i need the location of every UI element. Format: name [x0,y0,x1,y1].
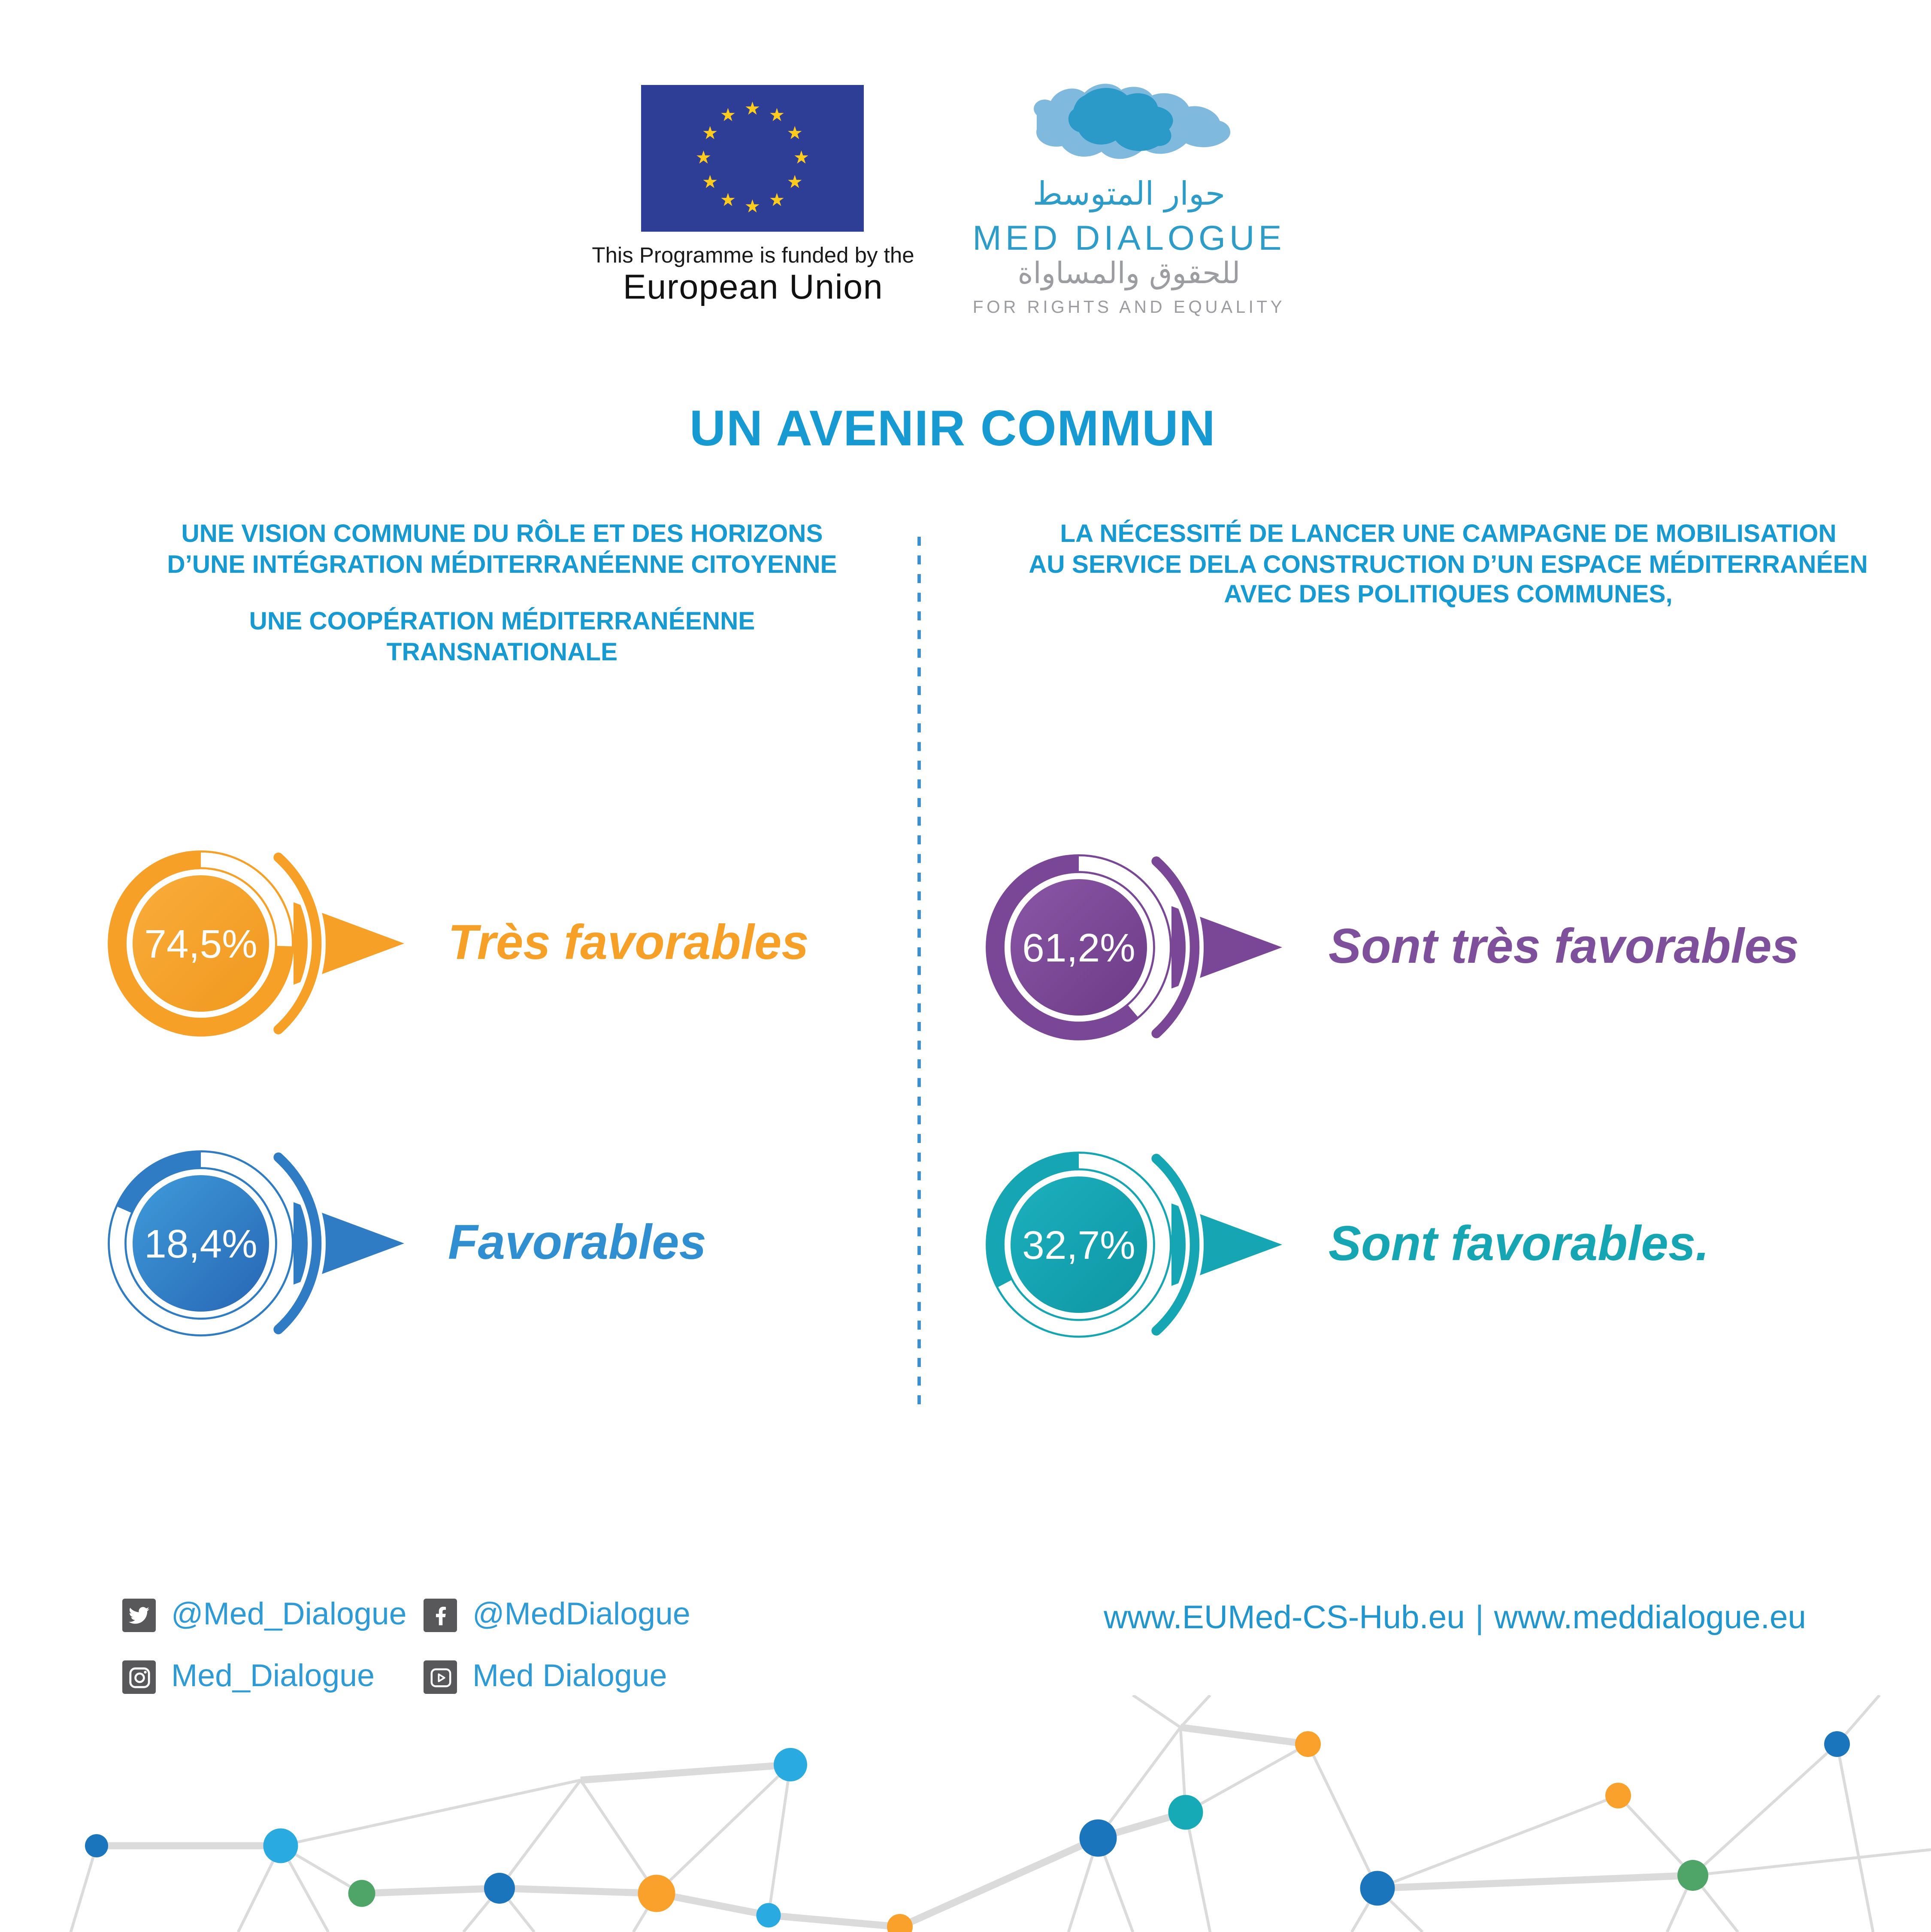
network-edge [1133,1695,1180,1727]
network-edge [900,1838,1098,1927]
eu-flag-star: ★ [787,172,803,193]
left-heading-line-2: D’UNE INTÉGRATION MÉDITERRANÉENNE CITOYENNE [167,550,837,579]
network-node [1824,1731,1850,1757]
stat-donut-2 [95,1138,417,1349]
network-edge [1837,1744,1873,1932]
network-node [1168,1795,1203,1830]
logo-arabic-subtitle: للحقوق والمساواة [1017,257,1241,291]
network-edge [1693,1744,1837,1875]
stat-label: Favorables [448,1216,706,1270]
url-separator: | [1475,1600,1484,1636]
column-divider [909,534,929,1415]
logo-arabic-title: حوار المتوسط [1032,175,1226,212]
network-node [638,1875,675,1912]
network-edge [581,1780,657,1893]
network-node [1677,1860,1708,1891]
network-edge [1377,1875,1693,1888]
network-node [1295,1731,1321,1757]
instagram-icon[interactable] [122,1660,156,1694]
left-column-heading [97,520,908,581]
eu-flag-star: ★ [744,197,761,218]
network-edge [1308,1744,1377,1888]
youtube-icon[interactable] [424,1660,457,1694]
eu-flag-star: ★ [787,124,803,144]
logo-tagline: FOR RIGHTS AND EQUALITY [972,297,1286,317]
facebook-handle[interactable]: @MedDialogue [472,1597,690,1632]
network-edge [1186,1812,1210,1932]
network-node [1080,1820,1117,1857]
left-column-subheading [97,608,908,668]
network-edge [1180,1727,1308,1744]
network-edge [1098,1727,1180,1838]
network-edge [1693,1850,1931,1875]
page-title: UN AVENIR COMMUN [689,402,1216,457]
right-heading-line-2: AU SERVICE DELA CONSTRUCTION D’UN ESPACE MÉDITERRANÉEN [1029,550,1868,579]
network-edge [1180,1695,1210,1727]
network-edge [769,1765,790,1915]
right-heading-line-1: LA NÉCESSITÉ DE LANCER UNE CAMPAGNE DE MOBILISATION [1060,520,1837,548]
network-node [484,1873,515,1904]
stat-label: Sont favorables. [1329,1218,1709,1272]
eu-flag-star: ★ [744,99,761,120]
stat-label: Sont très favorables [1329,920,1799,974]
left-subheading-line-2: TRANSNATIONALE [386,638,618,666]
eu-flag [641,85,864,232]
network-node [1605,1783,1631,1808]
right-heading-line-3: AVEC DES POLITIQUES COMMUNES, [1224,581,1673,609]
stat-donut-1 [95,838,417,1049]
network-node [774,1748,807,1781]
network-edge [1186,1744,1308,1812]
stat-donut-3 [973,842,1295,1053]
left-subheading-line-1: UNE COOPÉRATION MÉDITERRANÉENNE [249,608,755,636]
med-dialogue-map-logo [1017,77,1242,170]
network-edge [581,1765,790,1780]
youtube-handle[interactable]: Med Dialogue [472,1659,667,1694]
network-edge [499,1888,657,1893]
network-edge [281,1780,581,1846]
right-column-heading [985,520,1912,611]
stat-label: Très favorables [448,916,809,971]
eu-flag-star: ★ [695,148,712,169]
eu-flag-star: ★ [793,148,810,169]
instagram-handle[interactable]: Med_Dialogue [171,1659,375,1694]
stat-donut-4 [973,1139,1295,1350]
footer-urls [1034,1600,1806,1637]
twitter-handle[interactable]: @Med_Dialogue [171,1597,407,1632]
left-heading-line-1: UNE VISION COMMUNE DU RÔLE ET DES HORIZONS [181,520,823,548]
facebook-icon[interactable] [424,1599,457,1632]
stat-value: 74,5% [144,922,257,966]
network-node [887,1914,913,1932]
stat-value: 18,4% [144,1221,257,1266]
network-edge [362,1888,499,1893]
eu-flag-star: ★ [702,124,718,144]
eu-funding-org: European Union [623,268,884,306]
url-eumed-cs-hub[interactable]: www.EUMed-CS-Hub.eu [1104,1600,1465,1636]
network-node [263,1829,298,1863]
stat-value: 32,7% [1022,1223,1135,1267]
network-node [85,1834,108,1857]
network-edge [657,1765,790,1893]
network-node [348,1880,375,1907]
twitter-icon[interactable] [122,1599,156,1632]
eu-flag-star: ★ [720,106,736,127]
eu-funding-text: This Programme is funded by the [592,243,914,268]
logo-name: MED DIALOGUE [972,219,1286,257]
network-edge [71,1846,97,1932]
stat-value: 61,2% [1022,925,1135,970]
url-meddialogue[interactable]: www.meddialogue.eu [1494,1600,1806,1636]
network-edge [1377,1796,1618,1888]
eu-flag-star: ★ [702,172,718,193]
network-edge [1618,1796,1693,1875]
network-node [1360,1871,1395,1906]
eu-flag-star: ★ [720,190,736,211]
network-node [757,1903,781,1928]
eu-flag-star: ★ [769,106,785,127]
eu-flag-star: ★ [769,190,785,211]
network-edge [769,1915,900,1927]
network-graphic [0,1695,1931,1932]
